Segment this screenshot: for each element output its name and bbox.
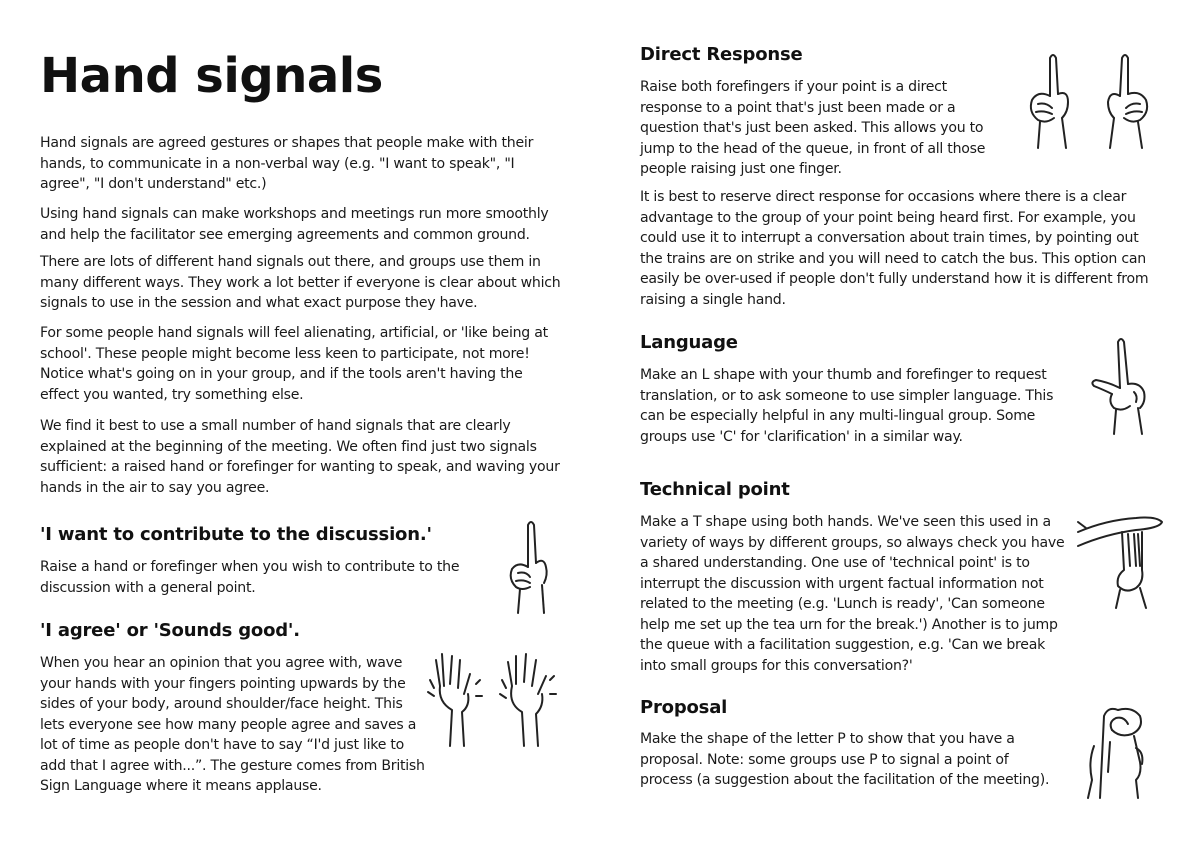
waving-hands-icon (428, 650, 568, 750)
technical-point-heading: Technical point (640, 479, 790, 500)
technical-point-text: Make a T shape using both hands. We've seen this used in a variety of ways by different groups, so always check you have a shared understanding. One use of 'technical point' is to interrupt the discussion with urgent factual information not related to the meeting (e.g. 'Lunch is ready', 'Can someone help me set up the tea urn for the break.') Another is to jump the queue with a facilitation suggestion, e.g. 'Can we break into small groups for this conversation?' (640, 514, 1065, 674)
proposal-heading: Proposal (640, 697, 728, 718)
two-forefingers-icon (1022, 50, 1162, 150)
direct-response-heading: Direct Response (640, 44, 803, 65)
language-text: Make an L shape with your thumb and forefinger to request translation, or to ask someone to use simpler language. This can be especially helpful in any multi-lingual group. Some groups use 'C' for 'clarification' in a similar way. (640, 367, 1054, 445)
agree-heading: 'I agree' or 'Sounds good'. (40, 620, 300, 641)
raised-forefinger-hand-icon (500, 517, 560, 615)
intro-paragraph-2: Using hand signals can make workshops and meetings run more smoothly and help the facilitator see emerging agreements and common ground. (40, 206, 549, 243)
intro-paragraph-1: Hand signals are agreed gestures or shapes that people make with their hands, to communicate in a non-verbal way (e.g. "I want to speak", "I agree", "I don't understand" etc.) (40, 135, 534, 192)
l-shape-hand-icon (1090, 336, 1160, 436)
language-heading: Language (640, 332, 738, 353)
intro-paragraph-4: For some people hand signals will feel alienating, artificial, or 'like being at school'. These people might become less keen to participate, not more! Notice what's going on in your group, and if the tools aren't having the effect you wanted, try something else. (40, 325, 548, 403)
contribute-text: Raise a hand or forefinger when you wish to contribute to the discussion with a general point. (40, 559, 460, 596)
intro-paragraph-3: There are lots of different hand signals out there, and groups use them in many different ways. They work a lot better if everyone is clear about which signals to use in the session and what exact purpose they have. (40, 254, 561, 311)
p-shape-hands-icon (1074, 702, 1164, 802)
page-title: Hand signals (40, 48, 383, 104)
t-shape-hands-icon (1076, 510, 1166, 610)
direct-response-text-1: Raise both forefingers if your point is a direct response to a point that's just been made or a question that's just been asked. This allows you to jump to the head of the queue, in front of all those people raising just one finger. (640, 79, 986, 177)
agree-text: When you hear an opinion that you agree with, wave your hands with your fingers pointing upwards by the sides of your body, around shoulder/face height. This lets everyone see how many people agree and saves a lot of time as people don't have to say “I'd just like to add that I agree with...”. The gesture comes from British Sign Language where it means applause. (40, 655, 425, 794)
direct-response-text-2: It is best to reserve direct response for occasions where there is a clear advantage to the group of your point being heard first. For example, you could use it to interrupt a conversation about train times, by pointing out the trains are on strike and you will need to catch the bus. This option can easily be over-used if people don't fully understand how it is different from raising a single hand. (640, 189, 1149, 308)
proposal-text: Make the shape of the letter P to show that you have a proposal. Note: some groups use P to signal a point of process (a suggestion about the facilitation of the meeting). (640, 731, 1050, 788)
contribute-heading: 'I want to contribute to the discussion.' (40, 524, 432, 545)
intro-paragraph-5: We find it best to use a small number of hand signals that are clearly explained at the beginning of the meeting. We often find just two signals sufficient: a raised hand or forefinger for wanting to speak, and waving your hands in the air to say you agree. (40, 418, 560, 496)
